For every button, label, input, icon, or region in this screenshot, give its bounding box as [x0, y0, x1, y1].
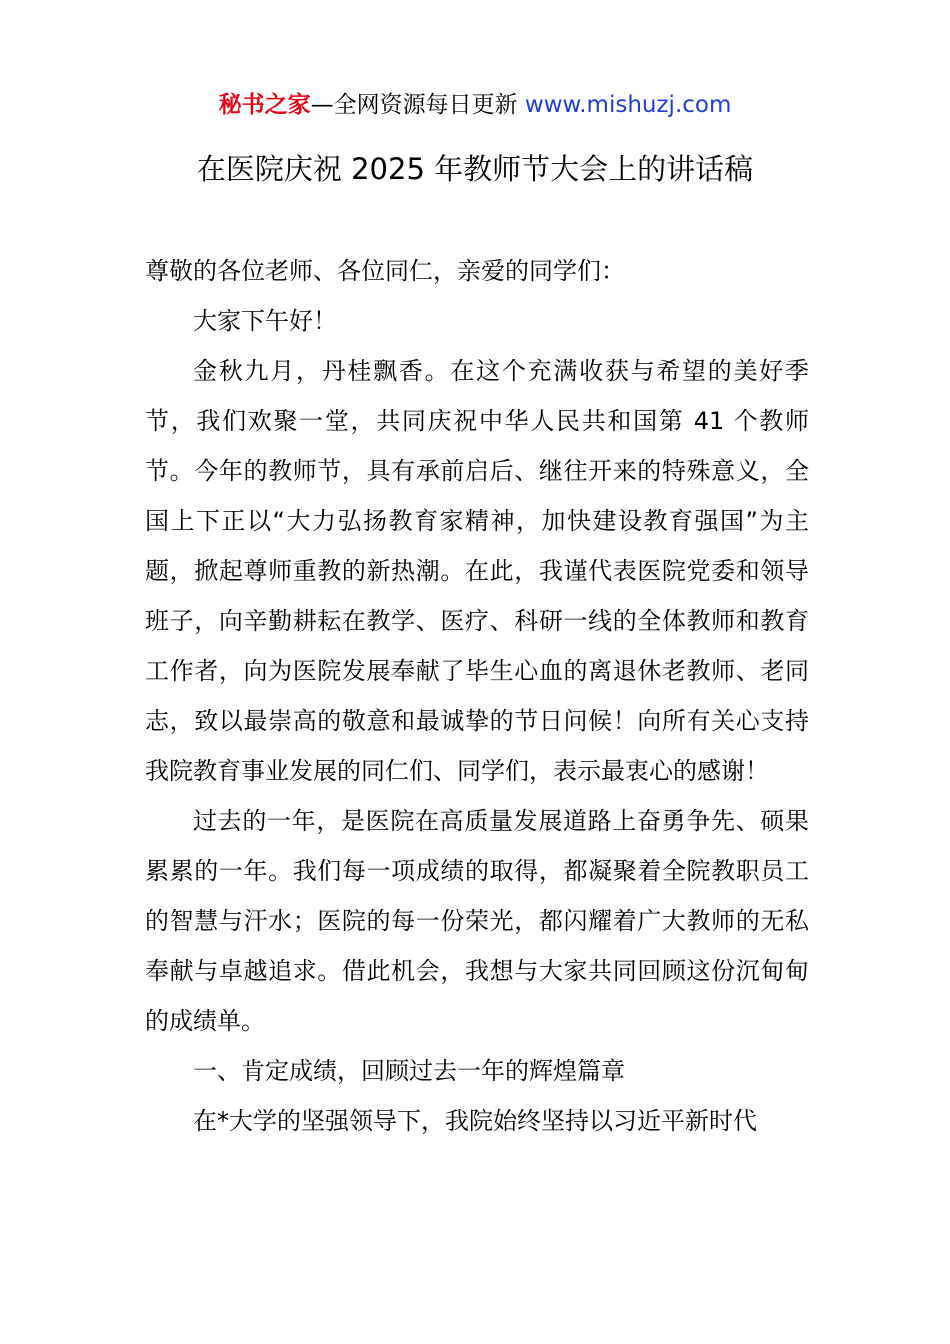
- section-heading: 一、肯定成绩，回顾过去一年的辉煌篇章: [193, 1057, 625, 1085]
- document-body: [145, 246, 809, 1146]
- paragraph-1: 金秋九月，丹桂飘香。在这个充满收获与希望的美好季节，我们欢聚一堂，共同庆祝中华人民共和国第 41 个教师节。今年的教师节，具有承前启后、继往开来的特殊意义，全国上下正以“大力弘扬教育家精神，加快建设教育强国”为主题，掀起尊师重教的新热潮。在此，我谨代表医院党委和领导班子，向辛勤耕耘在教学、医疗、科研一线的全体教师和教育工作者，向为医院发展奉献了毕生心血的离退休老教师、老同志，致以最崇高的敬意和最诚挚的节日问候！向所有关心支持我院教育事业发展的同仁们、同学们，表示最衷心的感谢！: [145, 357, 809, 785]
- site-tagline: —全网资源每日更新: [310, 92, 518, 118]
- salutation: 尊敬的各位老师、各位同仁，亲爱的同学们：: [145, 257, 625, 285]
- document-title: 在医院庆祝 2025 年教师节大会上的讲话稿: [196, 152, 754, 186]
- site-header: [0, 88, 950, 122]
- greeting: 大家下午好！: [193, 307, 337, 335]
- paragraph-2: 过去的一年，是医院在高质量发展道路上奋勇争先、硕果累累的一年。我们每一项成绩的取得，都凝聚着全院教职员工的智慧与汗水；医院的每一份荣光，都闪耀着广大教师的无私奉献与卓越追求。借此机会，我想与大家共同回顾这份沉甸甸的成绩单。: [145, 807, 809, 1035]
- paragraph-3: 在*大学的坚强领导下，我院始终坚持以习近平新时代: [193, 1107, 757, 1135]
- site-brand: 秘书之家: [218, 92, 311, 118]
- site-url-link[interactable]: www.mishuzj.com: [524, 92, 732, 118]
